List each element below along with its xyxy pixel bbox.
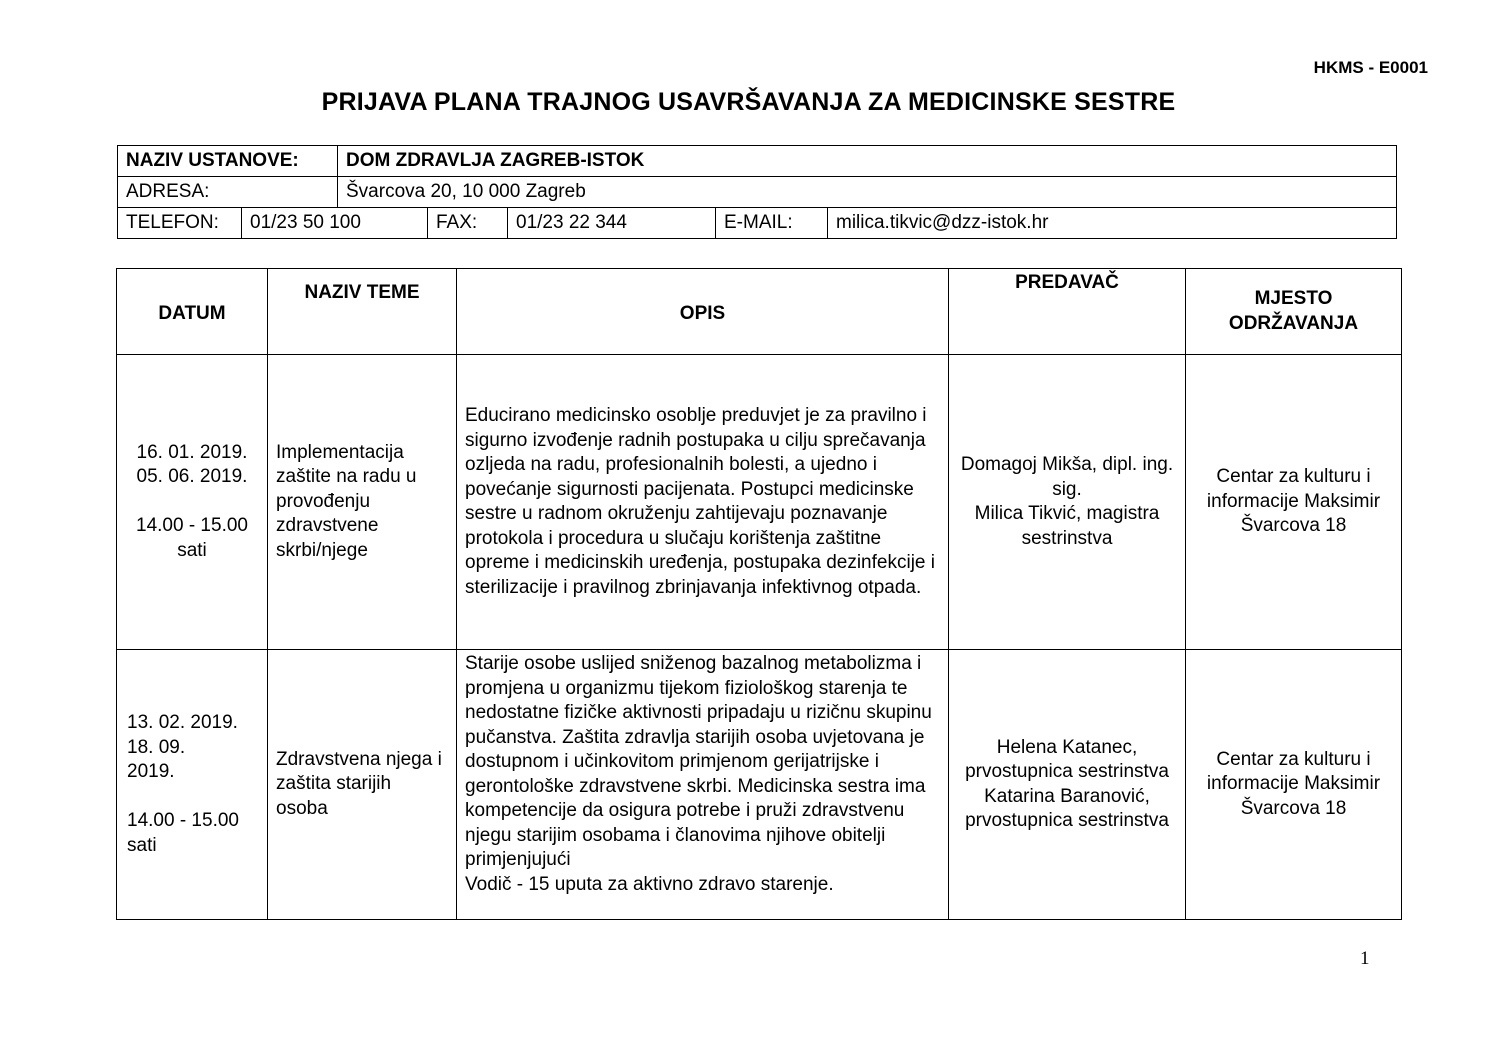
row-tema: Zdravstvena njega i zaštita starijih osoba [268, 650, 457, 920]
header-opis: OPIS [457, 269, 949, 355]
phone-label: TELEFON: [118, 208, 242, 239]
document-code: HKMS - E0001 [1313, 58, 1428, 77]
institution-address-row [118, 177, 1397, 208]
row-mjesto: Centar za kulturu i informacije Maksimir Švarcova 18 [1186, 355, 1402, 650]
row-mjesto: Centar za kulturu i informacije Maksimir Švarcova 18 [1186, 650, 1402, 920]
row-tema: Implementacija zaštite na radu u provođenju zdravstvene skrbi/njege [268, 355, 457, 650]
institution-name: DOM ZDRAVLJA ZAGREB-ISTOK [338, 146, 1397, 177]
fax-label: FAX: [428, 208, 508, 239]
table-row [117, 355, 1402, 650]
row-opis: Educirano medicinsko osoblje preduvjet je za pravilno i sigurno izvođenje radnih postupaka u cilju sprečavanja ozljeda na radu, profesionalnih bolesti, a ujedno i povećanje sigurnosti pacijenata. Postupci medicinske sestre u radnom okruženju zahtijevaju poznavanje protokola i procedura u slučaju korištenja zaštitne opreme i medicinskih uređenja, postupaka dezinfekcije i sterilizacije i pravilnog zbrinjavanja infektivnog otpada. [457, 355, 949, 650]
institution-name-label: NAZIV USTANOVE: [118, 146, 338, 177]
institution-name-row [118, 146, 1397, 177]
header-predavac: PREDAVAČ [949, 269, 1186, 355]
plan-header-row [117, 269, 1402, 355]
phone-value: 01/23 50 100 [242, 208, 428, 239]
email-label: E-MAIL: [716, 208, 828, 239]
address-value: Švarcova 20, 10 000 Zagreb [338, 177, 1397, 208]
education-plan-table [116, 268, 1402, 920]
fax-value: 01/23 22 344 [508, 208, 716, 239]
header-datum: DATUM [117, 269, 268, 355]
header-naziv-teme: NAZIV TEME [268, 269, 457, 355]
row-datum: 16. 01. 2019. 05. 06. 2019. 14.00 - 15.00 sati [117, 355, 268, 650]
address-label: ADRESA: [118, 177, 338, 208]
header-mjesto: MJESTO ODRŽAVANJA [1186, 269, 1402, 355]
page-number: 1 [1360, 948, 1370, 969]
row-predavac: Helena Katanec, prvostupnica sestrinstva Katarina Baranović, prvostupnica sestrinstva [949, 650, 1186, 920]
page-title: PRIJAVA PLANA TRAJNOG USAVRŠAVANJA ZA MEDICINSKE SESTRE [321, 88, 1176, 116]
email-value: milica.tikvic@dzz-istok.hr [828, 208, 1397, 239]
table-row [117, 650, 1402, 920]
institution-info-table [117, 145, 1397, 239]
row-datum: 13. 02. 2019. 18. 09. 2019. 14.00 - 15.00 sati [117, 650, 268, 920]
row-opis: Starije osobe uslijed sniženog bazalnog metabolizma i promjena u organizmu tijekom fiziološkog starenja te nedostatne fizičke aktivnosti pripadaju u rizičnu skupinu pučanstva. Zaštita zdravlja starijih osoba uvjetovana je dostupnom i učinkovitom primjenom gerijatrijske i gerontološke zdravstvene skrbi. Medicinska sestra ima kompetencije da osigura potrebe i pruži zdravstvenu njegu starijim osobama i članovima njihove obitelji primjenjujući Vodič - 15 uputa za aktivno zdravo starenje. [457, 650, 949, 920]
row-predavac: Domagoj Mikša, dipl. ing. sig. Milica Tikvić, magistra sestrinstva [949, 355, 1186, 650]
institution-contact-row [118, 208, 1397, 239]
